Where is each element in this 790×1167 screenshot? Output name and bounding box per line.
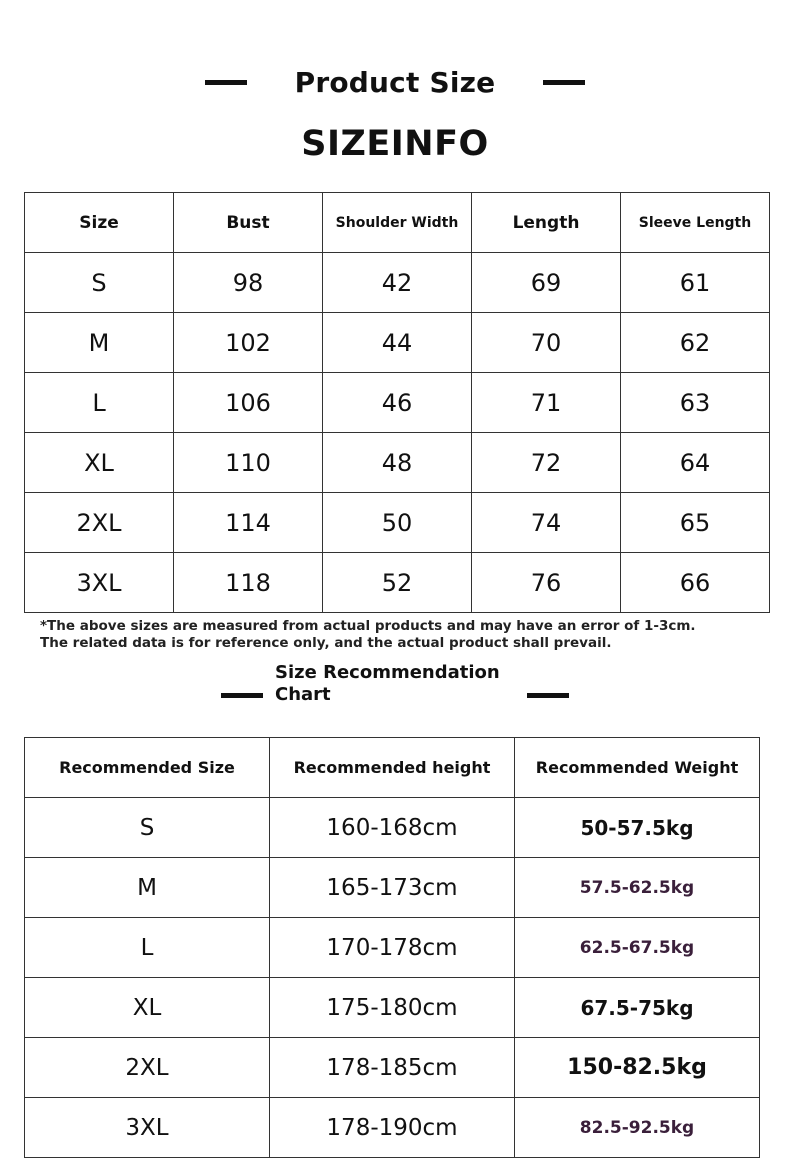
cell-length: 71: [472, 373, 621, 433]
table-row: [25, 313, 770, 373]
table-row: [25, 1038, 760, 1098]
cell-size: L: [25, 918, 270, 978]
heading-dash-left: [221, 693, 263, 698]
table-row: [25, 1098, 760, 1158]
cell-size: XL: [25, 978, 270, 1038]
table-row: [25, 253, 770, 313]
cell-height: 178-190cm: [270, 1098, 515, 1158]
cell-shoulder: 46: [323, 373, 472, 433]
cell-height: 175-180cm: [270, 978, 515, 1038]
heading-dash-left: [205, 80, 247, 85]
table-row: [25, 493, 770, 553]
heading-dash-right: [543, 80, 585, 85]
cell-shoulder: 48: [323, 433, 472, 493]
cell-bust: 98: [174, 253, 323, 313]
col-header-recommended-weight: Recommended Weight: [515, 738, 760, 798]
cell-bust: 102: [174, 313, 323, 373]
recommendation-title: Size Recommendation Chart: [275, 662, 500, 705]
cell-weight: 150-82.5kg: [515, 1038, 760, 1098]
product-size-title: Product Size: [294, 65, 496, 99]
rec-table-header-row: [25, 738, 760, 798]
cell-size: S: [25, 253, 174, 313]
cell-size: 2XL: [25, 493, 174, 553]
cell-height: 160-168cm: [270, 798, 515, 858]
cell-height: 178-185cm: [270, 1038, 515, 1098]
col-header-bust: Bust: [174, 193, 323, 253]
cell-size: XL: [25, 433, 174, 493]
cell-size: 2XL: [25, 1038, 270, 1098]
cell-size: M: [25, 858, 270, 918]
table-row: [25, 858, 760, 918]
table-row: [25, 553, 770, 613]
cell-weight: 50-57.5kg: [515, 798, 760, 858]
cell-height: 170-178cm: [270, 918, 515, 978]
cell-sleeve: 61: [621, 253, 770, 313]
cell-bust: 114: [174, 493, 323, 553]
size-table-header-row: [25, 193, 770, 253]
cell-sleeve: 63: [621, 373, 770, 433]
cell-sleeve: 62: [621, 313, 770, 373]
recommendation-table: [24, 737, 760, 1158]
table-row: [25, 433, 770, 493]
cell-length: 72: [472, 433, 621, 493]
measurement-notes: [40, 618, 696, 652]
col-header-recommended-size: Recommended Size: [25, 738, 270, 798]
col-header-shoulder-width: Shoulder Width: [323, 193, 472, 253]
heading-dash-right: [527, 693, 569, 698]
cell-weight: 82.5-92.5kg: [515, 1098, 760, 1158]
recommendation-heading: [0, 660, 790, 708]
cell-weight: 57.5-62.5kg: [515, 858, 760, 918]
table-row: [25, 798, 760, 858]
cell-size: 3XL: [25, 1098, 270, 1158]
size-table: [24, 192, 770, 613]
cell-size: 3XL: [25, 553, 174, 613]
cell-bust: 110: [174, 433, 323, 493]
note-line-2: The related data is for reference only, and the actual product shall prevail.: [40, 635, 612, 651]
product-size-heading: [0, 62, 790, 102]
cell-bust: 118: [174, 553, 323, 613]
cell-length: 70: [472, 313, 621, 373]
cell-length: 69: [472, 253, 621, 313]
col-header-sleeve-length: Sleeve Length: [621, 193, 770, 253]
cell-shoulder: 50: [323, 493, 472, 553]
cell-size: L: [25, 373, 174, 433]
cell-size: M: [25, 313, 174, 373]
cell-size: S: [25, 798, 270, 858]
col-header-size: Size: [25, 193, 174, 253]
note-line-1: *The above sizes are measured from actual products and may have an error of 1-3cm.: [40, 618, 696, 634]
col-header-length: Length: [472, 193, 621, 253]
table-row: [25, 978, 760, 1038]
cell-shoulder: 42: [323, 253, 472, 313]
cell-shoulder: 52: [323, 553, 472, 613]
col-header-recommended-height: Recommended height: [270, 738, 515, 798]
cell-height: 165-173cm: [270, 858, 515, 918]
cell-sleeve: 66: [621, 553, 770, 613]
cell-sleeve: 65: [621, 493, 770, 553]
table-row: [25, 918, 760, 978]
sizeinfo-subtitle: SIZEINFO: [301, 124, 489, 164]
cell-shoulder: 44: [323, 313, 472, 373]
cell-sleeve: 64: [621, 433, 770, 493]
cell-bust: 106: [174, 373, 323, 433]
cell-length: 74: [472, 493, 621, 553]
cell-weight: 67.5-75kg: [515, 978, 760, 1038]
table-row: [25, 373, 770, 433]
cell-length: 76: [472, 553, 621, 613]
cell-weight: 62.5-67.5kg: [515, 918, 760, 978]
